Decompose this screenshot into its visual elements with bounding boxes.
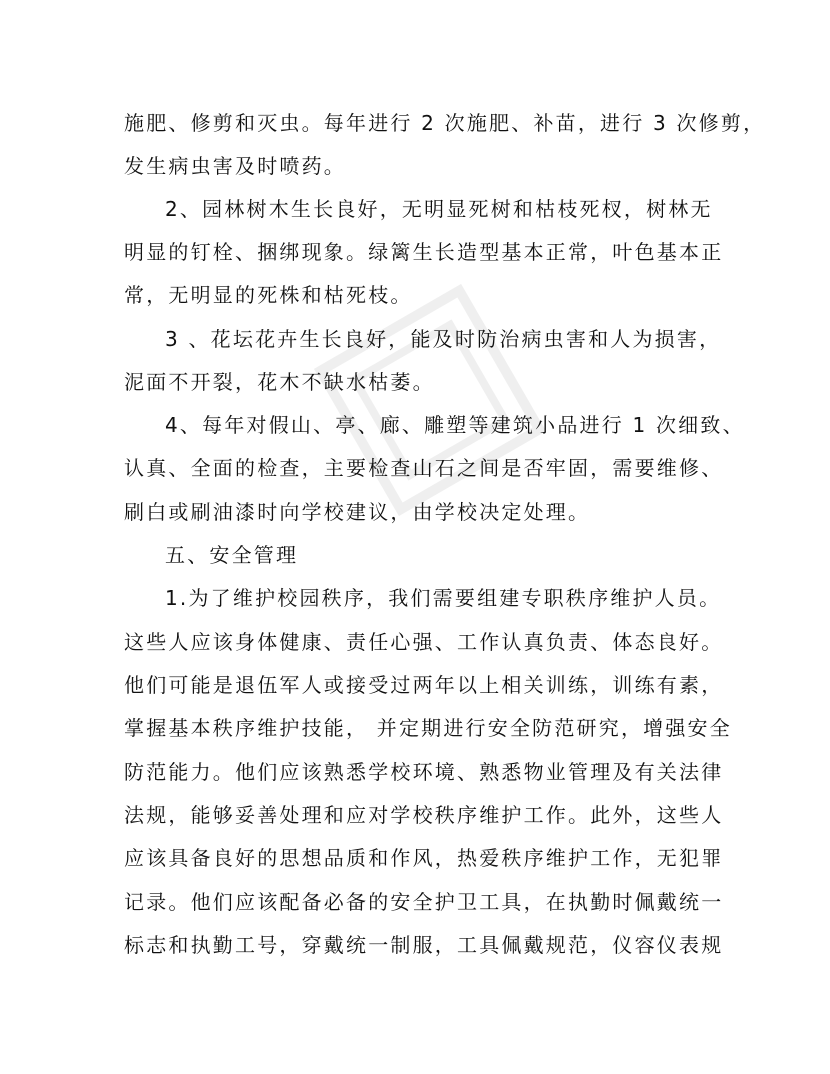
paragraph-first-line: 3 、花坛花卉生长良好，能及时防治病虫害和人为损害， <box>165 327 722 351</box>
text-line: 这些人应该身体健康、责任心强、工作认真负责、体态良好。 <box>124 630 724 654</box>
section-heading: 五、安全管理 <box>165 543 299 567</box>
text-line: 应该具备良好的思想品质和作风，热爱秩序维护工作，无犯罪 <box>124 846 724 870</box>
text-line: 掌握基本秩序维护技能， 并定期进行安全防范研究，增强安全 <box>124 716 732 740</box>
paragraph-first-line: 2、园林树木生长良好，无明显死树和枯枝死杈，树林无 <box>165 197 713 221</box>
text-line: 标志和执勤工号，穿戴统一制服，工具佩戴规范，仪容仪表规 <box>124 933 724 957</box>
text-line: 明显的钉栓、捆绑现象。绿篱生长造型基本正常，叶色基本正 <box>124 240 724 264</box>
paragraph-first-line: 4、每年对假山、亭、廊、雕塑等建筑小品进行 1 次细致、 <box>165 413 745 437</box>
text-line: 刷白或刷油漆时向学校建议，由学校决定处理。 <box>124 500 591 524</box>
text-line: 记录。他们应该配备必备的安全护卫工具，在执勤时佩戴统一 <box>124 890 724 914</box>
text-line: 泥面不开裂，花木不缺水枯萎。 <box>124 370 435 394</box>
text-line: 施肥、修剪和灭虫。每年进行 2 次施肥、补苗，进行 3 次修剪， <box>124 111 766 135</box>
text-line: 发生病虫害及时喷药。 <box>124 154 346 178</box>
text-line: 防范能力。他们应该熟悉学校环境、熟悉物业管理及有关法律 <box>124 760 724 784</box>
text-line: 常，无明显的死株和枯死枝。 <box>124 283 413 307</box>
text-line: 认真、全面的检查，主要检查山石之间是否牢固，需要维修、 <box>124 456 724 480</box>
text-line: 他们可能是退伍军人或接受过两年以上相关训练，训练有素， <box>124 673 724 697</box>
paragraph-first-line: 1.为了维护校园秩序，我们需要组建专职秩序维护人员。 <box>165 586 722 610</box>
text-line: 法规，能够妥善处理和应对学校秩序维护工作。此外，这些人 <box>124 803 724 827</box>
